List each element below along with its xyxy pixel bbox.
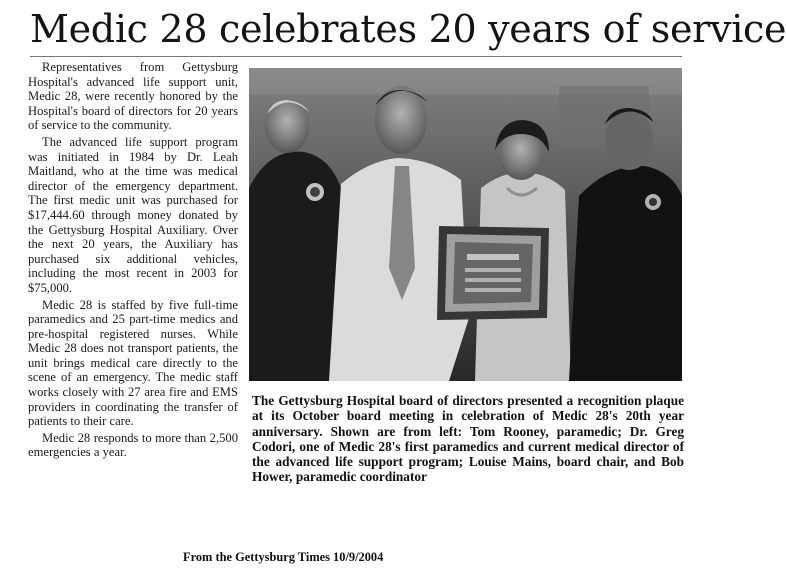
headline: Medic 28 celebrates 20 years of service <box>30 7 786 51</box>
photo-caption: The Gettysburg Hospital board of directors presented a recognition plaque at its October board meeting in celebration of Medic 28's 20th year anniversary. Shown are from left: Tom Rooney, paramedic; Dr. Greg Codori, one of Medic 28's first paramedics and current medical director of the advanced life support program; Louise Mains, board chair, and Bob Hower, paramedic coordinator <box>252 393 684 485</box>
source-citation: From the Gettysburg Times 10/9/2004 <box>183 550 384 564</box>
photo-illustration <box>249 68 682 381</box>
news-photo <box>249 68 682 381</box>
article-body <box>28 60 238 462</box>
paragraph-4: Medic 28 responds to more than 2,500 emergencies a year. <box>28 430 238 460</box>
paragraph-2: The advanced life support program was initiated in 1984 by Dr. Leah Maitland, who at the time was medical director of the emergency department. The first medic unit was purchased for $17,444.60 through money donated by the Gettysburg Hospital Auxiliary. Over the next 20 years, the Auxiliary has purchased six additional vehicles, including the most recent in 2003 for $75,000. <box>28 134 238 295</box>
headline-rule <box>30 56 682 57</box>
paragraph-3: Medic 28 is staffed by five full-time paramedics and 25 part-time medics and pre-hospital registered nurses. While Medic 28 does not transport patients, the unit brings medical care directly to the scene of an emergency. The medic staff works closely with 27 area fire and EMS providers in coordinating the transfer of patients to their care. <box>28 297 238 429</box>
paragraph-1: Representatives from Gettysburg Hospital's advanced life support unit, Medic 28, were recently honored by the Hospital's board of directors for 20 years of service to the community. <box>28 60 238 133</box>
